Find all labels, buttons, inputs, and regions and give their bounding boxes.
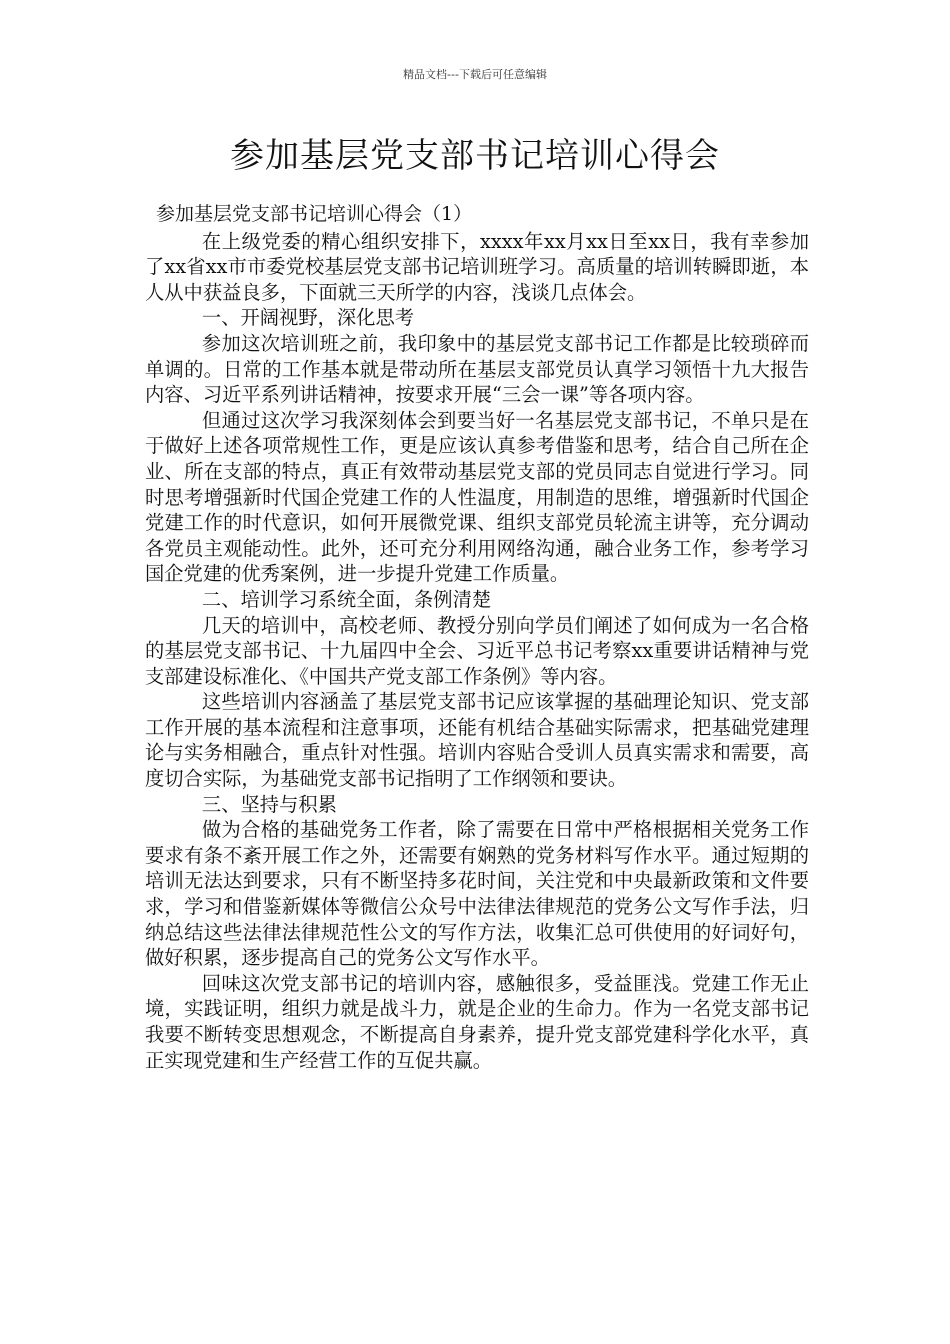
- paragraph-body: 参加这次培训班之前，我印象中的基层党支部书记工作都是比较琐碎而单调的。日常的工作基本就是带动所在基层支部党员认真学习领悟十九大报告内容、习近平系列讲话精神，按要求开展“三会一课”等各项内容。: [145, 331, 809, 407]
- section-heading-2: 二、培训学习系统全面，条例清楚: [201, 587, 492, 611]
- document-title: 参加基层党支部书记培训心得会: [230, 136, 720, 176]
- section-heading-1: 一、开阔视野，深化思考: [201, 306, 415, 330]
- section-subtitle: 参加基层党支部书记培训心得会（1）: [156, 203, 473, 225]
- paragraph-body: 几天的培训中，高校老师、教授分别向学员们阐述了如何成为一名合格的基层党支部书记、十九届四中全会、习近平总书记考察xx重要讲话精神与党支部建设标准化、《中国共产党支部工作条例》等内容。: [145, 613, 809, 688]
- document-body: [145, 202, 809, 1073]
- paragraph-body: 这些培训内容涵盖了基层党支部书记应该掌握的基础理论知识、党支部工作开展的基本流程和注意事项，还能有机结合基础实际需求，把基础党建理论与实务相融合，重点针对性强。培训内容贴合受训人员真实需求和需要，高度切合实际，为基础党支部书记指明了工作纲领和要诀。: [145, 690, 809, 791]
- page-header-note: 精品文档---下载后可任意编辑: [403, 68, 547, 81]
- paragraph-intro: 在上级党委的精心组织安排下，xxxx年xx月xx日至xx日，我有幸参加了xx省xx市市委党校基层党支部书记培训班学习。高质量的培训转瞬即逝，本人从中获益良多，下面就三天所学的内容，浅谈几点体会。: [145, 229, 809, 304]
- section-heading-3: 三、坚持与积累: [201, 792, 337, 816]
- paragraph-body: 但通过这次学习我深刻体会到要当好一名基层党支部书记，不单只是在于做好上述各项常规性工作，更是应该认真参考借鉴和思考，结合自己所在企业、所在支部的特点，真正有效带动基层党支部的党员同志自觉进行学习。同时思考增强新时代国企党建工作的人性温度，用制造的思维，增强新时代国企党建工作的时代意识，如何开展微党课、组织支部党员轮流主讲等，充分调动各党员主观能动性。此外，还可充分利用网络沟通，融合业务工作，参考学习国企党建的优秀案例，进一步提升党建工作质量。: [145, 408, 809, 586]
- paragraph-body: 做为合格的基础党务工作者，除了需要在日常中严格根据相关党务工作要求有条不紊开展工作之外，还需要有娴熟的党务材料写作水平。通过短期的培训无法达到要求，只有不断坚持多花时间，关注党和中央最新政策和文件要求，学习和借鉴新媒体等微信公众号中法律法律规范的党务公文写作手法，归纳总结这些法律法律规范性公文的写作方法，收集汇总可供使用的好词好句，做好积累，逐步提高自己的党务公文写作水平。: [145, 818, 809, 970]
- paragraph-conclusion: 回味这次党支部书记的培训内容，感触很多，受益匪浅。党建工作无止境，实践证明，组织力就是战斗力，就是企业的生命力。作为一名党支部书记我要不断转变思想观念，不断提高自身素养，提升党支部党建科学化水平，真正实现党建和生产经营工作的互促共赢。: [145, 971, 809, 1072]
